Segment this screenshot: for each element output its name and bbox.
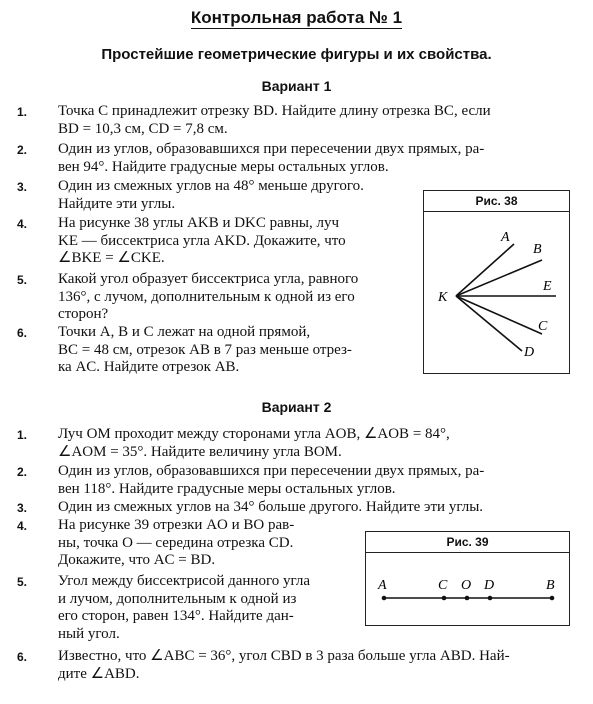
point-o — [465, 596, 470, 601]
task-number: 2. — [17, 465, 28, 479]
task-text: На рисунке 38 углы AKB и DKC равны, луч KE — биссектриса угла AKD. Докажите, что ∠BKE = ∠CKE. — [58, 215, 346, 266]
title-text: Контрольная работа № 1 — [190, 8, 403, 27]
variant-2-heading: Вариант 2 — [261, 399, 332, 415]
task-number: 2. — [17, 143, 28, 157]
label-o: O — [461, 578, 472, 593]
worksheet-subtitle: Простейшие геометрические фигуры и их свойства. — [101, 46, 492, 63]
task-text: Точка C принадлежит отрезку BD. Найдите длину отрезка BC, если BD = 10,3 см, CD = 7,8 см. — [58, 103, 491, 137]
label-b: B — [533, 242, 542, 257]
task-number: 1. — [17, 105, 28, 119]
task-text: Один из смежных углов на 48° меньше другого. Найдите эти углы. — [58, 178, 364, 212]
variant-1-task-2 — [17, 141, 566, 176]
task-number: 5. — [17, 575, 28, 589]
task-number: 6. — [17, 326, 28, 340]
task-number: 3. — [17, 180, 28, 194]
variant-1-task-5 — [17, 271, 410, 324]
label-b: B — [546, 578, 555, 593]
variant-1-heading: Вариант 1 — [261, 78, 332, 94]
label-c: C — [438, 578, 448, 593]
task-number: 6. — [17, 650, 28, 664]
variant-2-task-1 — [17, 426, 566, 461]
label-a: A — [378, 578, 387, 593]
task-number: 3. — [17, 501, 28, 515]
task-text: Угол между биссектрисой данного угла и лучом, дополнительным к одной из его сторон, равен 134°. Найдите дан- ный угол. — [58, 573, 311, 642]
task-text: Известно, что ∠ABC = 36°, угол CBD в 3 раза больше угла ABD. Най- дите ∠ABD. — [58, 648, 510, 682]
ray-kb — [456, 260, 542, 296]
figure-38 — [423, 190, 570, 374]
point-c — [442, 596, 447, 601]
variant-1-task-6 — [17, 324, 410, 377]
variant-1-task-1 — [17, 103, 566, 138]
figure-38-diagram — [424, 212, 569, 372]
variant-1-task-3 — [17, 178, 410, 213]
task-text: Какой угол образует биссектриса угла, равного 136°, с лучом, дополнительным к одной из его сторон? — [58, 271, 359, 322]
variant-1-task-4 — [17, 215, 410, 268]
task-number: 4. — [17, 519, 28, 533]
task-number: 1. — [17, 428, 28, 442]
label-c: C — [538, 319, 548, 334]
label-e: E — [543, 279, 552, 294]
figure-caption: Рис. 39 — [366, 532, 569, 553]
variant-2-task-4 — [17, 517, 342, 570]
variant-2-task-3 — [17, 499, 566, 517]
label-k: K — [438, 290, 448, 305]
ray-ka — [456, 244, 514, 296]
task-number: 5. — [17, 273, 28, 287]
task-text: Один из смежных углов на 34° больше другого. Найдите эти углы. — [58, 499, 484, 515]
task-text: На рисунке 39 отрезки AO и BO рав- ны, точка O — середина отрезка CD. Докажите, что AC = BD. — [58, 517, 295, 568]
variant-2-task-2 — [17, 463, 566, 498]
label-d: D — [484, 578, 495, 593]
figure-39 — [365, 531, 570, 626]
task-text: Луч OM проходит между сторонами угла AOB, ∠AOB = 84°, ∠AOM = 35°. Найдите величину угла BOM. — [58, 426, 450, 460]
label-a: A — [501, 230, 510, 245]
task-text: Один из углов, образовавшихся при пересечении двух прямых, ра- вен 118°. Найдите градусные меры остальных углов. — [58, 463, 485, 497]
task-number: 4. — [17, 217, 28, 231]
point-d — [488, 596, 493, 601]
variant-2-task-6 — [17, 648, 566, 683]
task-text: Один из углов, образовавшихся при пересечении двух прямых, ра- вен 94°. Найдите градусные меры остальных углов. — [58, 141, 485, 175]
ray-kc — [456, 296, 542, 334]
figure-caption: Рис. 38 — [424, 191, 569, 212]
figure-39-diagram — [366, 553, 569, 625]
point-b — [550, 596, 555, 601]
variant-2-task-5 — [17, 573, 342, 643]
label-d: D — [524, 345, 535, 360]
point-a — [382, 596, 387, 601]
ray-kd — [456, 296, 522, 351]
worksheet-title — [0, 8, 593, 28]
task-text: Точки A, B и C лежат на одной прямой, BC = 48 см, отрезок AB в 7 раз меньше отрез- ка AC. Найдите отрезок AB. — [58, 324, 352, 375]
